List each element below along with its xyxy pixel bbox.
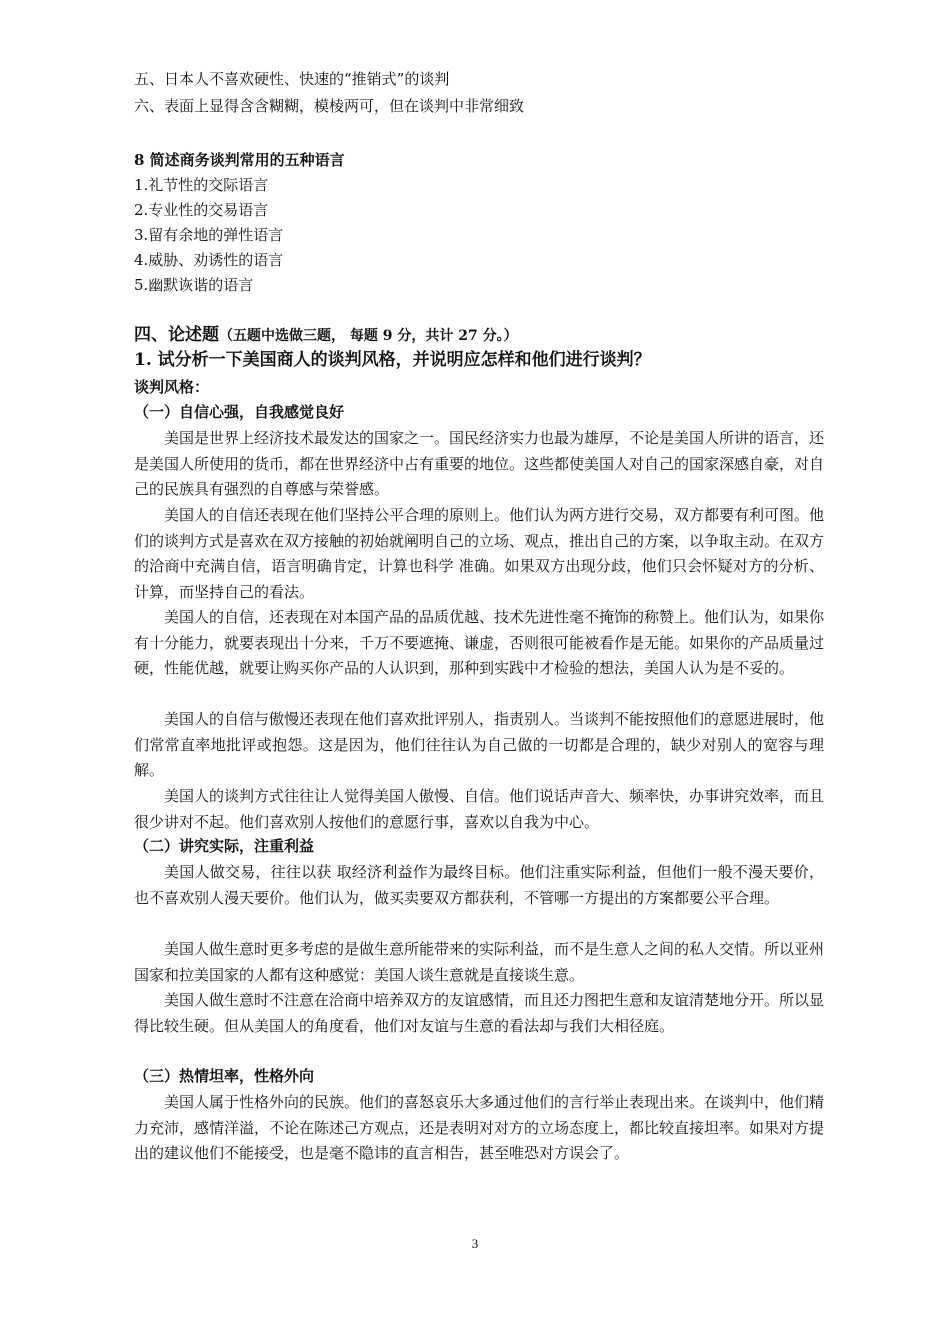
subsection-title: （一）自信心强，自我感觉良好: [134, 403, 345, 421]
paragraph: 美国是世界上经济技术最发达的国家之一。国民经济实力也最为雄厚，不论是美国人所讲的语言，还是美国人所使用的货币，都在世界经济中占有重要的地位。这些都使美国人对自己的国家深感自豪，对自己的民族具有强烈的自尊感与荣誉感。: [134, 429, 825, 499]
subsection-title: （三）热情坦率，性格外向: [134, 1067, 315, 1085]
paragraph: 美国人做生意时更多考虑的是做生意所能带来的实际利益，而不是生意人之间的私人交情。所以亚州国家和拉美国家的人都有这种感觉：美国人谈生意就是直接谈生意。: [134, 940, 825, 984]
list-item: 2.专业性的交易语言: [134, 201, 269, 219]
paragraph: 美国人属于性格外向的民族。他们的喜怒哀乐大多通过他们的言行举止表现出来。在谈判中，他们精力充沛，感情洋溢，不论在陈述己方观点，还是表明对对方的立场态度上，都比较直接坦率。如果对方提出的建议他们不能接受，也是毫不隐讳的直言相告，甚至唯恐对方误会了。: [134, 1093, 825, 1163]
section-note: （五题中选做三题， 每题 9 分，共计 27 分。）: [219, 328, 518, 344]
list-item: 5.幽默诙谐的语言: [134, 276, 254, 294]
style-label: 谈判风格：: [134, 378, 210, 396]
text-line: 五、日本人不喜欢硬性、快速的“推销式”的谈判: [134, 70, 450, 88]
section-title: 四、论述题: [134, 325, 219, 345]
paragraph: 美国人的自信还表现在他们坚持公平合理的原则上。他们认为两方进行交易，双方都要有利可图。他们的谈判方式是喜欢在双方接触的初始就阐明自己的立场、观点，推出自己的方案，以争取主动。在双方的洽商中充满自信，语言明确肯定，计算也科学 准确。如果双方出现分歧，他们只会怀疑对方的分析、计算，而坚持自己的看法。: [134, 506, 825, 601]
paragraph: 美国人的自信与傲慢还表现在他们喜欢批评别人，指责别人。当谈判不能按照他们的意愿进展时，他们常常直率地批评或抱怨。这是因为，他们往往认为自己做的一切都是合理的，缺少对别人的宽容与理解。: [134, 710, 825, 780]
page-number: 3: [471, 1236, 479, 1251]
subsection-title: （二）讲究实际，注重利益: [134, 837, 315, 855]
list-item: 4.威胁、劝诱性的语言: [134, 251, 284, 269]
paragraph: 美国人做交易，往往以获 取经济利益作为最终目标。他们注重实际利益，但他们一般不漫天要价，也不喜欢别人漫天要价。他们认为，做买卖要双方都获利，不管哪一方提出的方案都要公平合理。: [134, 863, 824, 907]
list-item: 1.礼节性的交际语言: [134, 176, 269, 194]
text-line: 六、表面上显得含含糊糊，模棱两可，但在谈判中非常细致: [134, 97, 525, 115]
question-8-title: 8 简述商务谈判常用的五种语言: [134, 151, 345, 169]
paragraph: 美国人的谈判方式往往让人觉得美国人傲慢、自信。他们说话声音大、频率快，办事讲究效率，而且很少讲对不起。他们喜欢别人按他们的意愿行事，喜欢以自我为中心。: [134, 787, 825, 831]
paragraph: 美国人做生意时不注意在洽商中培养双方的友谊感情，而且还力图把生意和友谊清楚地分开。所以显得比较生硬。但从美国人的角度看，他们对友谊与生意的看法却与我们大相径庭。: [134, 991, 825, 1035]
paragraph: 美国人的自信，还表现在对本国产品的品质优越、技术先进性毫不掩饰的称赞上。他们认为，如果你有十分能力，就要表现出十分来，千万不要遮掩、谦虚，否则很可能被看作是无能。如果你的产品质量过硬，性能优越，就要让购买你产品的人认识到，那种到实践中才检验的想法，美国人认为是不妥的。: [134, 608, 825, 678]
essay-question-1: 1. 试分析一下美国商人的谈判风格，并说明应怎样和他们进行谈判？: [134, 350, 651, 370]
list-item: 3.留有余地的弹性语言: [134, 226, 284, 244]
section-heading: [134, 325, 518, 346]
